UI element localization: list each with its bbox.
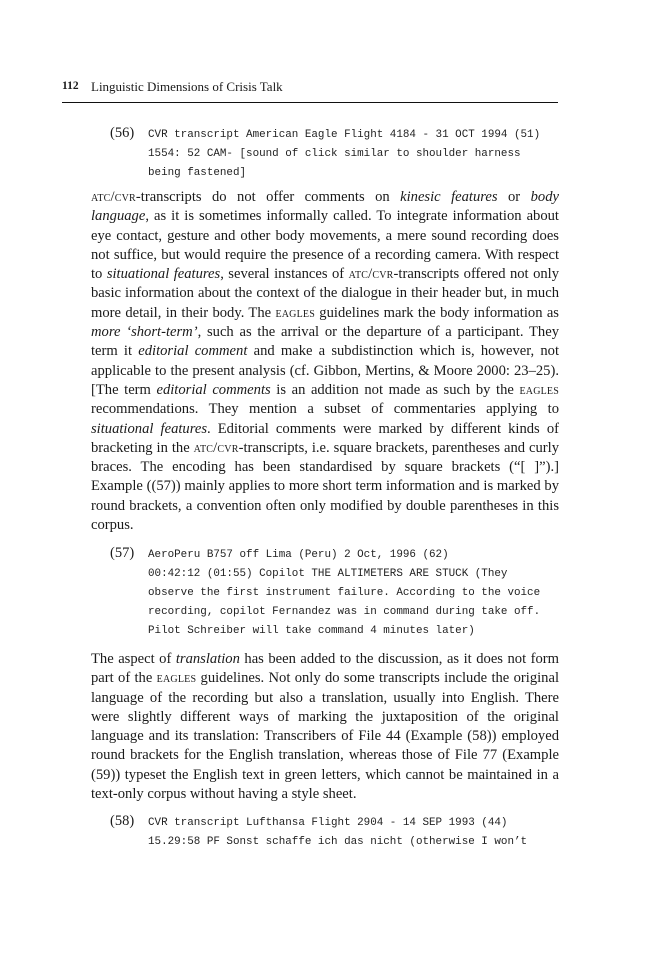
example-line: observe the first instrument failure. According to the voice	[148, 587, 541, 599]
text-run: -transcripts, i.e. square brackets, parentheses and curly braces. The encoding has been standardised by square brackets (“[ ]”).] Example ((57)) mainly applies to more short term information and is marked by round brackets, a convention often only modified by double parentheses in this corpus.	[91, 439, 559, 534]
emphasis: kinesic features	[400, 189, 498, 205]
text-run: -transcripts do not offer comments on	[135, 189, 401, 205]
text-run: , as it is sometimes informally called. To integrate information about eye contact, gesture and other body movements, a mere sound recording does not suffice, but would require the presence of a recording camera. With respect to	[91, 208, 559, 283]
body-paragraph-2	[91, 650, 559, 804]
term-eagles: eagles	[275, 304, 315, 321]
emphasis: situational features	[106, 266, 221, 283]
term-atc-cvr: atc/cvr	[193, 439, 239, 456]
running-title: Linguistic Dimensions of Crisis Talk	[91, 79, 283, 94]
example-line: recording, copilot Fernandez was in command during take off.	[148, 606, 541, 618]
text-run: and make a subdistinction which is, however, not applicable to the present analysis (cf. Gibbon, Mertins, & Moore 2000: 23–25). [The term	[91, 343, 560, 398]
example-number: (58)	[110, 813, 135, 829]
example-line: 1554: 52 CAM- [sound of click similar to shoulder harness	[148, 148, 521, 160]
example-line: 15.29:58 PF Sonst schaffe ich das nicht (otherwise I won’t	[148, 836, 528, 848]
text-run: , such as the arrival or the departure of a participant. They term it	[91, 324, 559, 360]
example-line: Pilot Schreiber will take command 4 minutes later)	[148, 625, 475, 637]
term-eagles: eagles	[519, 381, 559, 398]
text-run: . Editorial comments were marked by different kinds of bracketing in the	[91, 420, 559, 456]
emphasis: editorial comments	[156, 381, 271, 398]
text-run: guidelines mark the body information as	[314, 304, 559, 321]
text-run: The aspect of	[91, 651, 176, 667]
example-line: CVR transcript American Eagle Flight 4184 - 31 OCT 1994 (51)	[148, 129, 541, 141]
text-run: has been added to the discussion, as it does not form part of the	[91, 651, 560, 687]
example-line: being fastened]	[148, 167, 247, 179]
emphasis: more ‘short-term’	[91, 324, 198, 341]
emphasis: situational features	[91, 420, 208, 437]
text-run: recommendations. They mention a subset of commentaries applying to	[91, 401, 559, 418]
example-number: (56)	[110, 125, 135, 141]
text-run: , several instances of	[220, 266, 349, 283]
example-line: 00:42:12 (01:55) Copilot THE ALTIMETERS ARE STUCK (They	[148, 568, 508, 580]
text-run: guidelines. Not only do some transcripts include the original language of the recording but also a translation, usually into English. There were slightly different ways of marking the juxtaposition of the original language and its translation: Transcribers of File 44 (Example (58)) employed round brackets for the English translation, whereas those of File 77 (Example (59)) typeset the English text in green letters, which cannot be maintained in a text-only corpus without having a style sheet.	[91, 670, 560, 803]
emphasis: editorial comment	[138, 343, 248, 360]
text-run: or	[497, 189, 531, 205]
emphasis: body language	[91, 189, 559, 225]
example-line: CVR transcript Lufthansa Flight 2904 - 14 SEP 1993 (44)	[148, 817, 508, 829]
term-atc-cvr: atc/cvr	[348, 266, 394, 283]
body-paragraph-1	[91, 188, 559, 535]
text-run: is an addition not made as such by the	[270, 381, 520, 398]
text-run: -transcripts offered not only basic information about the context of the dialogue in their header but, in much more detail, in their body. The	[91, 266, 560, 321]
page-number: 112	[62, 80, 79, 92]
example-line: AeroPeru B757 off Lima (Peru) 2 Oct, 1996 (62)	[148, 549, 449, 561]
term-atc-cvr: atc/cvr	[91, 189, 136, 205]
term-eagles: eagles	[156, 670, 197, 687]
emphasis: translation	[175, 651, 240, 667]
running-header	[62, 80, 558, 103]
example-number: (57)	[110, 545, 135, 561]
